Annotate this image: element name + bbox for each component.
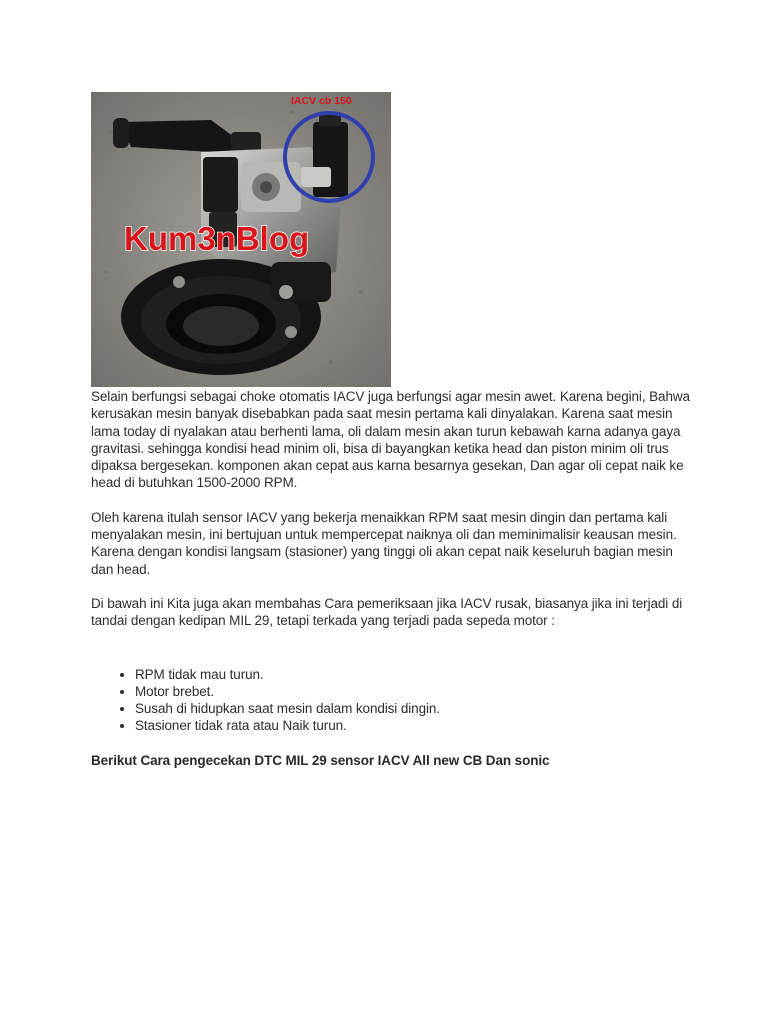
list-item: • Motor brebet. <box>135 683 691 700</box>
article-body <box>91 388 691 786</box>
paragraph-inspection: Di bawah ini Kita juga akan membahas Cara pemeriksaan jika IACV rusak, biasanya jika ini terjadi di tandai dengan kedipan MIL 29, tetapi terkada yang terjadi pada sepeda motor : <box>91 595 683 629</box>
list-item: • Susah di hidupkan saat mesin dalam kondisi dingin. <box>135 700 691 717</box>
blog-watermark: Kum3nBlog <box>124 220 310 257</box>
iacv-caption: IACV cb 150 <box>291 95 352 107</box>
paragraph-iacv-function: Oleh karena itulah sensor IACV yang bekerja menaikkan RPM saat mesin dingin dan pertama kali menyalakan mesin, ini bertujuan untuk mempercepat naiknya oli dan meminimalisir keausan mesin. Karena dengan kondisi langsam (stasioner) yang tinggi oli akan cepat naik keseluruh bagian mesin dan head. <box>91 509 677 577</box>
section-heading: Berikut Cara pengecekan DTC MIL 29 sensor IACV All new CB Dan sonic <box>91 752 550 768</box>
list-item: • Stasioner tidak rata atau Naik turun. <box>135 717 691 734</box>
list-item: • RPM tidak mau turun. <box>135 666 691 683</box>
symptom-list <box>91 666 691 735</box>
throttle-body-photo <box>91 92 391 387</box>
photo-illustration <box>91 92 391 387</box>
paragraph-intro: Selain berfungsi sebagai choke otomatis IACV juga berfungsi agar mesin awet. Karena begini, Bahwa kerusakan mesin banyak disebabkan pada saat mesin pertama kali dinyalakan. Karena saat mesin lama today di nyalakan atau berhenti lama, oli dalam mesin akan turun kebawah karna adanya gaya gravitasi. sehingga kondisi head minim oli, bisa di bayangkan ketika head dan piston minim oli trus dipaksa bergesekan. komponen akan cepat aus karna besarnya gesekan, Dan agar oli cepat naik ke head di butuhkan 1500-2000 RPM. <box>91 389 690 491</box>
